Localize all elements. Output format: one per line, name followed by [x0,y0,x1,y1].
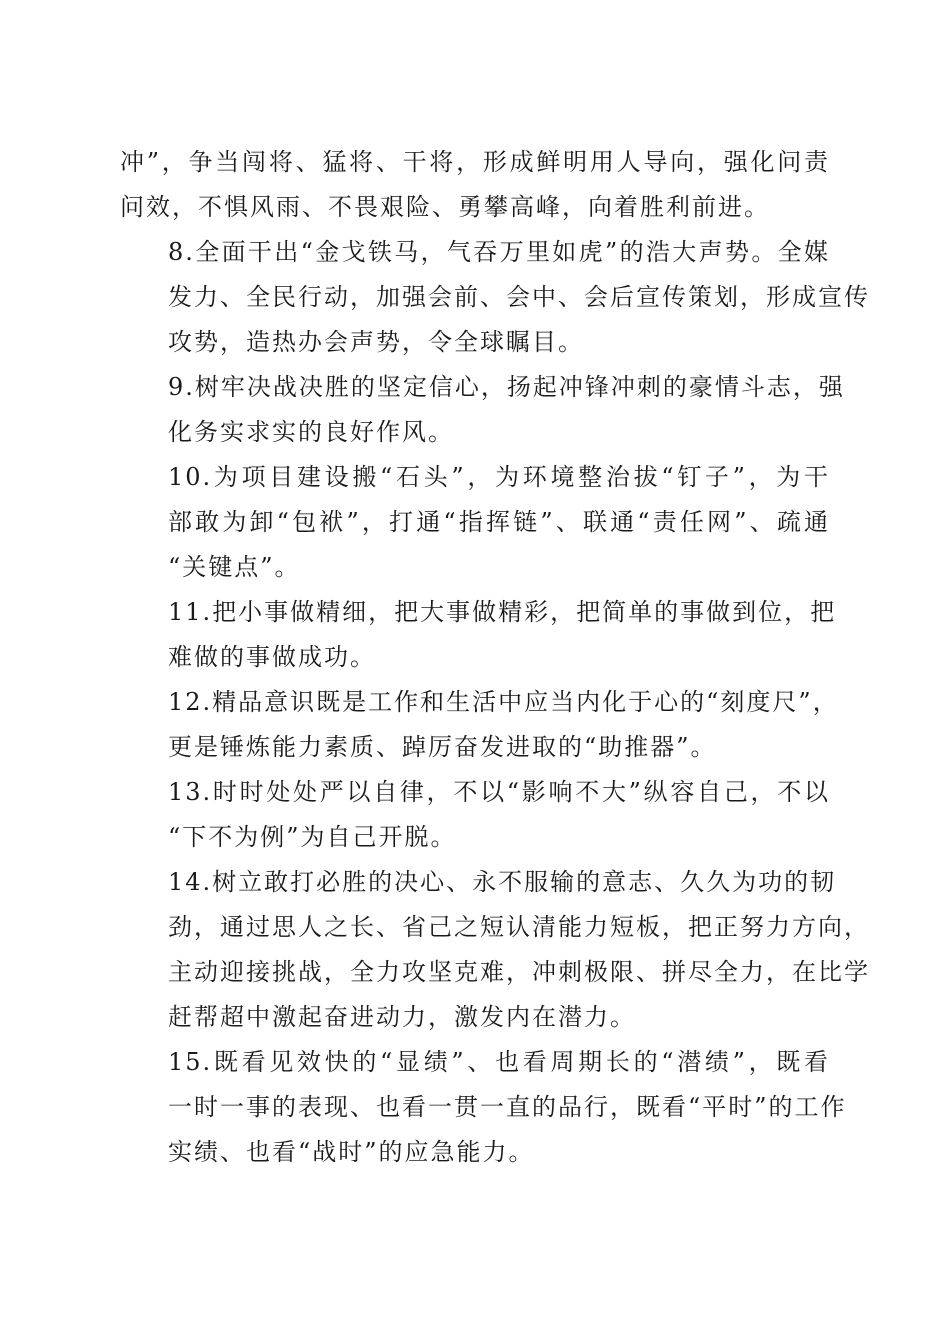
text-line: 一时一事的表现、也看一贯一直的品行，既看“平时”的工作 [168,1093,847,1121]
text-line: 8.全面干出“金戈铁马，气吞万里如虎”的浩大声势。全媒 [168,238,830,266]
text-line: 冲”，争当闯将、猛将、干将，形成鲜明用人导向，强化问责 [120,148,830,176]
text-line: 主动迎接挑战，全力攻坚克难，冲刺极限、拼尽全力，在比学 [168,958,870,986]
text-line: 部敢为卸“包袱”，打通“指挥链”、联通“责任网”、疏通 [168,508,830,536]
paragraph-12 [120,680,839,770]
document-body [120,140,870,1175]
paragraph-15 [120,1040,847,1175]
text-line: 劲，通过思人之长、省己之短认清能力短板，把正努力方向， [168,913,870,941]
paragraph-8 [120,230,870,365]
paragraph-10 [120,455,830,590]
text-line: 问效，不惧风雨、不畏艰险、勇攀高峰，向着胜利前进。 [120,193,770,221]
paragraph-9 [120,365,845,455]
paragraph-14 [120,860,870,1040]
text-line: 赶帮超中激起奋进动力，激发内在潜力。 [168,1003,636,1031]
text-line: “关键点”。 [168,553,301,581]
text-line: 10.为项目建设搬“石头”，为环境整治拔“钉子”，为干 [168,463,830,491]
text-line: 发力、全民行动，加强会前、会中、会后宣传策划，形成宣传 [168,283,870,311]
text-line: 化务实求实的良好作风。 [168,418,454,446]
text-line: 更是锤炼能力素质、踔厉奋发进取的“助推器”。 [168,733,717,761]
paragraph-13 [120,770,830,860]
text-line: 14.树立敢打必胜的决心、永不服输的意志、久久为功的韧 [168,868,837,896]
text-line: 实绩、也看“战时”的应急能力。 [168,1138,535,1166]
text-line: 9.树牢决战决胜的坚定信心，扬起冲锋冲刺的豪情斗志，强 [168,373,845,401]
text-line: 11.把小事做精细，把大事做精彩，把简单的事做到位，把 [168,598,837,626]
paragraph-continuation [120,140,830,230]
text-line: 攻势，造热办会声势，令全球瞩目。 [168,328,584,356]
text-line: “下不为例”为自己开脱。 [168,823,457,851]
text-line: 13.时时处处严以自律，不以“影响不大”纵容自己，不以 [168,778,830,806]
text-line: 12.精品意识既是工作和生活中应当内化于心的“刻度尺”， [168,688,839,716]
text-line: 15.既看见效快的“显绩”、也看周期长的“潜绩”，既看 [168,1048,830,1076]
text-line: 难做的事做成功。 [168,643,376,671]
paragraph-11 [120,590,837,680]
